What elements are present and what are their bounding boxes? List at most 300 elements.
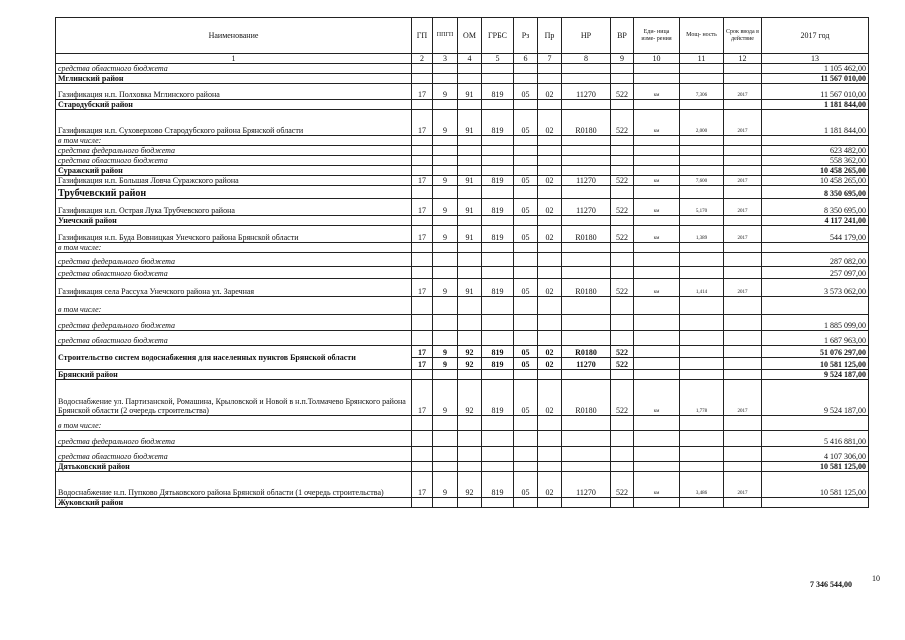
empty-cell [611, 498, 634, 508]
empty-cell [433, 315, 458, 331]
code-pr: 02 [538, 472, 562, 498]
empty-cell [680, 216, 724, 226]
amount-cell: 10 581 125,00 [762, 358, 869, 370]
empty-cell [458, 447, 482, 462]
empty-cell [433, 267, 458, 279]
empty-cell [433, 100, 458, 110]
district-row [56, 74, 869, 84]
row-name: Водоснабжение ул. Партизанской, Ромашина, Крыловской и Новой в н.п.Толмачево Брянского района Брянской области (2 очередь строительства) [56, 380, 412, 416]
project-row [56, 199, 869, 216]
empty-cell [634, 186, 680, 199]
empty-cell [611, 431, 634, 447]
amount-cell: 287 082,00 [762, 253, 869, 267]
empty-cell [680, 136, 724, 146]
power-cell: 3,486 [680, 472, 724, 498]
empty-cell [538, 216, 562, 226]
empty-cell [724, 370, 762, 380]
empty-cell [412, 74, 433, 84]
empty-cell [611, 216, 634, 226]
empty-cell [562, 297, 611, 315]
empty-cell [611, 315, 634, 331]
empty-cell [482, 253, 514, 267]
amount-cell: 623 482,00 [762, 146, 869, 156]
code-pr: 02 [538, 110, 562, 136]
header-nr: НР [562, 18, 611, 54]
empty-cell [412, 297, 433, 315]
program-name: Строительство систем водоснабжения для населенных пунктов Брянской области [56, 346, 412, 370]
amount-cell [762, 498, 869, 508]
empty-cell [514, 297, 538, 315]
column-index: 5 [482, 54, 514, 64]
empty-cell [482, 416, 514, 431]
empty-cell [433, 64, 458, 74]
empty-cell [538, 136, 562, 146]
code-pr: 02 [538, 346, 562, 358]
empty-cell [458, 146, 482, 156]
row-name: в том числе: [56, 297, 412, 315]
empty-cell [514, 331, 538, 346]
empty-cell [538, 297, 562, 315]
empty-cell [611, 462, 634, 472]
funding-source-row [56, 331, 869, 346]
amount-cell: 4 117 241,00 [762, 216, 869, 226]
code-grbs: 819 [482, 84, 514, 100]
empty-cell [538, 416, 562, 431]
project-row [56, 84, 869, 100]
district-row [56, 462, 869, 472]
row-name: Газификация села Рассуха Унечского района ул. Заречная [56, 279, 412, 297]
empty-cell [724, 315, 762, 331]
column-index: 8 [562, 54, 611, 64]
empty-cell [412, 243, 433, 253]
funding-source-row [56, 253, 869, 267]
project-row [56, 279, 869, 297]
empty-cell [482, 216, 514, 226]
code-pr: 02 [538, 380, 562, 416]
empty-cell [562, 315, 611, 331]
row-name: Дятьковский район [56, 462, 412, 472]
program-row [56, 346, 869, 358]
empty-cell [611, 297, 634, 315]
empty-cell [482, 331, 514, 346]
code-vr: 522 [611, 358, 634, 370]
empty-cell [433, 370, 458, 380]
district-row [56, 100, 869, 110]
empty-cell [433, 498, 458, 508]
empty-cell [412, 156, 433, 166]
empty-cell [724, 462, 762, 472]
amount-cell: 8 350 695,00 [762, 186, 869, 199]
term-cell: 2017 [724, 472, 762, 498]
empty-cell [680, 498, 724, 508]
code-grbs: 819 [482, 176, 514, 186]
empty-cell [482, 297, 514, 315]
empty-cell [433, 74, 458, 84]
empty-cell [611, 370, 634, 380]
amount-cell: 9 524 187,00 [762, 380, 869, 416]
empty-cell [458, 100, 482, 110]
code-grbs: 819 [482, 346, 514, 358]
row-name: в том числе: [56, 416, 412, 431]
empty-cell [634, 146, 680, 156]
empty-cell [611, 243, 634, 253]
empty-cell [433, 331, 458, 346]
empty-cell [458, 216, 482, 226]
empty-cell [680, 358, 724, 370]
empty-cell [433, 462, 458, 472]
empty-cell [634, 253, 680, 267]
code-rz: 05 [514, 110, 538, 136]
code-om: 91 [458, 226, 482, 243]
empty-cell [538, 498, 562, 508]
empty-cell [482, 136, 514, 146]
empty-cell [514, 370, 538, 380]
empty-cell [634, 74, 680, 84]
power-cell: 1,414 [680, 279, 724, 297]
empty-cell [538, 156, 562, 166]
empty-cell [562, 166, 611, 176]
code-om: 91 [458, 176, 482, 186]
project-row [56, 380, 869, 416]
code-rz: 05 [514, 176, 538, 186]
code-grbs: 819 [482, 472, 514, 498]
code-nr: R0180 [562, 279, 611, 297]
empty-cell [724, 146, 762, 156]
amount-cell: 1 181 844,00 [762, 110, 869, 136]
empty-cell [538, 166, 562, 176]
empty-cell [724, 74, 762, 84]
empty-cell [724, 100, 762, 110]
code-grbs: 819 [482, 110, 514, 136]
empty-cell [433, 216, 458, 226]
empty-cell [514, 100, 538, 110]
empty-cell [458, 370, 482, 380]
code-ppgp: 9 [433, 226, 458, 243]
funding-source-row [56, 315, 869, 331]
row-name: Трубчевский район [56, 186, 412, 199]
header-row [56, 18, 869, 54]
empty-cell [680, 253, 724, 267]
empty-cell [680, 156, 724, 166]
empty-cell [611, 156, 634, 166]
district-row [56, 166, 869, 176]
empty-cell [634, 166, 680, 176]
empty-cell [724, 447, 762, 462]
column-index-row [56, 54, 869, 64]
code-grbs: 819 [482, 226, 514, 243]
code-nr: R0180 [562, 110, 611, 136]
code-ppgp: 9 [433, 472, 458, 498]
empty-cell [562, 156, 611, 166]
empty-cell [412, 416, 433, 431]
empty-cell [634, 358, 680, 370]
empty-cell [433, 431, 458, 447]
amount-cell: 558 362,00 [762, 156, 869, 166]
empty-cell [680, 315, 724, 331]
empty-cell [538, 64, 562, 74]
funding-source-row [56, 156, 869, 166]
district-row [56, 370, 869, 380]
code-rz: 05 [514, 358, 538, 370]
empty-cell [680, 74, 724, 84]
empty-cell [412, 267, 433, 279]
code-rz: 05 [514, 199, 538, 216]
project-row [56, 110, 869, 136]
code-nr: 11270 [562, 472, 611, 498]
header-term: Срок ввода в действие [724, 18, 762, 54]
empty-cell [412, 331, 433, 346]
empty-cell [433, 253, 458, 267]
code-ppgp: 9 [433, 84, 458, 100]
empty-cell [724, 498, 762, 508]
empty-cell [458, 243, 482, 253]
empty-cell [724, 416, 762, 431]
code-om: 91 [458, 199, 482, 216]
empty-cell [482, 146, 514, 156]
amount-cell: 10 458 265,00 [762, 166, 869, 176]
empty-cell [482, 447, 514, 462]
empty-cell [538, 74, 562, 84]
amount-cell: 10 458 265,00 [762, 176, 869, 186]
empty-cell [412, 462, 433, 472]
funding-source-row [56, 416, 869, 431]
empty-cell [538, 253, 562, 267]
code-om: 92 [458, 472, 482, 498]
empty-cell [458, 331, 482, 346]
empty-cell [680, 100, 724, 110]
empty-cell [538, 186, 562, 199]
empty-cell [724, 346, 762, 358]
empty-cell [538, 146, 562, 156]
empty-cell [433, 297, 458, 315]
row-name: средства федерального бюджета [56, 146, 412, 156]
empty-cell [611, 74, 634, 84]
code-ppgp: 9 [433, 176, 458, 186]
term-cell: 2017 [724, 279, 762, 297]
amount-cell [762, 136, 869, 146]
code-om: 91 [458, 110, 482, 136]
empty-cell [433, 416, 458, 431]
empty-cell [634, 297, 680, 315]
column-index: 7 [538, 54, 562, 64]
empty-cell [634, 243, 680, 253]
code-gp: 17 [412, 199, 433, 216]
row-name: Унечский район [56, 216, 412, 226]
project-row [56, 176, 869, 186]
code-vr: 522 [611, 176, 634, 186]
budget-table [55, 17, 869, 508]
empty-cell [538, 370, 562, 380]
amount-cell [762, 416, 869, 431]
empty-cell [562, 331, 611, 346]
empty-cell [634, 416, 680, 431]
empty-cell [514, 431, 538, 447]
column-index: 2 [412, 54, 433, 64]
empty-cell [562, 186, 611, 199]
empty-cell [680, 431, 724, 447]
empty-cell [538, 243, 562, 253]
row-name: Газификация н.п. Суховерхово Стародубского района Брянской области [56, 110, 412, 136]
code-vr: 522 [611, 472, 634, 498]
empty-cell [562, 416, 611, 431]
empty-cell [680, 243, 724, 253]
code-vr: 522 [611, 346, 634, 358]
empty-cell [538, 431, 562, 447]
row-name: средства областного бюджета [56, 447, 412, 462]
amount-cell [762, 297, 869, 315]
empty-cell [634, 315, 680, 331]
empty-cell [433, 243, 458, 253]
amount-cell: 8 350 695,00 [762, 199, 869, 216]
header-grbs: ГРБС [482, 18, 514, 54]
row-name: средства областного бюджета [56, 267, 412, 279]
funding-source-row [56, 146, 869, 156]
term-cell: 2017 [724, 380, 762, 416]
empty-cell [538, 462, 562, 472]
empty-cell [482, 74, 514, 84]
code-ppgp: 9 [433, 199, 458, 216]
empty-cell [680, 370, 724, 380]
empty-cell [433, 156, 458, 166]
empty-cell [412, 431, 433, 447]
empty-cell [611, 447, 634, 462]
code-grbs: 819 [482, 199, 514, 216]
code-gp: 17 [412, 226, 433, 243]
amount-cell: 4 107 306,00 [762, 447, 869, 462]
code-gp: 17 [412, 176, 433, 186]
empty-cell [412, 64, 433, 74]
empty-cell [611, 416, 634, 431]
column-index: 1 [56, 54, 412, 64]
row-name: средства областного бюджета [56, 331, 412, 346]
code-rz: 05 [514, 380, 538, 416]
funding-source-row [56, 447, 869, 462]
header-y2017: 2017 год [762, 18, 869, 54]
empty-cell [611, 100, 634, 110]
code-rz: 05 [514, 472, 538, 498]
empty-cell [514, 447, 538, 462]
power-cell: 5,170 [680, 199, 724, 216]
code-gp: 17 [412, 472, 433, 498]
code-grbs: 819 [482, 358, 514, 370]
code-gp: 17 [412, 84, 433, 100]
empty-cell [514, 416, 538, 431]
header-power: Мощ- ность [680, 18, 724, 54]
code-nr: R0180 [562, 380, 611, 416]
amount-cell: 11 567 010,00 [762, 74, 869, 84]
code-om: 92 [458, 380, 482, 416]
empty-cell [611, 64, 634, 74]
empty-cell [562, 100, 611, 110]
amount-cell: 1 105 462,00 [762, 64, 869, 74]
row-name: средства областного бюджета [56, 156, 412, 166]
row-name: Газификация н.п. Большая Ловча Суражского района [56, 176, 412, 186]
header-name: Наименование [56, 18, 412, 54]
page-number: 10 [872, 574, 880, 583]
empty-cell [611, 267, 634, 279]
empty-cell [458, 431, 482, 447]
code-pr: 02 [538, 279, 562, 297]
empty-cell [562, 498, 611, 508]
row-name: Газификация н.п. Полховка Мглинского района [56, 84, 412, 100]
code-vr: 522 [611, 380, 634, 416]
code-nr: R0180 [562, 346, 611, 358]
empty-cell [724, 136, 762, 146]
empty-cell [482, 267, 514, 279]
unit-cell: км [634, 380, 680, 416]
code-gp: 17 [412, 110, 433, 136]
unit-cell: км [634, 84, 680, 100]
amount-cell: 1 181 844,00 [762, 100, 869, 110]
code-vr: 522 [611, 226, 634, 243]
empty-cell [458, 74, 482, 84]
column-index: 6 [514, 54, 538, 64]
code-rz: 05 [514, 84, 538, 100]
empty-cell [538, 267, 562, 279]
unit-cell: км [634, 110, 680, 136]
column-index: 11 [680, 54, 724, 64]
code-gp: 17 [412, 358, 433, 370]
row-name: Брянский район [56, 370, 412, 380]
amount-cell: 1 687 963,00 [762, 331, 869, 346]
column-index: 9 [611, 54, 634, 64]
header-ppgp: ППГП [433, 18, 458, 54]
empty-cell [514, 243, 538, 253]
empty-cell [538, 331, 562, 346]
empty-cell [514, 498, 538, 508]
empty-cell [634, 462, 680, 472]
empty-cell [514, 253, 538, 267]
header-vr: ВР [611, 18, 634, 54]
empty-cell [458, 267, 482, 279]
unit-cell: км [634, 226, 680, 243]
empty-cell [458, 416, 482, 431]
code-pr: 02 [538, 176, 562, 186]
empty-cell [514, 156, 538, 166]
column-index: 10 [634, 54, 680, 64]
empty-cell [634, 447, 680, 462]
code-ppgp: 9 [433, 380, 458, 416]
amount-cell: 257 097,00 [762, 267, 869, 279]
code-gp: 17 [412, 279, 433, 297]
empty-cell [514, 74, 538, 84]
code-ppgp: 9 [433, 346, 458, 358]
empty-cell [680, 447, 724, 462]
empty-cell [634, 156, 680, 166]
empty-cell [433, 146, 458, 156]
empty-cell [611, 331, 634, 346]
code-nr: 11270 [562, 176, 611, 186]
row-name: средства федерального бюджета [56, 315, 412, 331]
term-cell: 2017 [724, 226, 762, 243]
empty-cell [562, 370, 611, 380]
column-index: 4 [458, 54, 482, 64]
empty-cell [724, 358, 762, 370]
code-om: 92 [458, 358, 482, 370]
code-ppgp: 9 [433, 358, 458, 370]
empty-cell [458, 315, 482, 331]
empty-cell [412, 100, 433, 110]
empty-cell [458, 166, 482, 176]
empty-cell [680, 166, 724, 176]
row-name: Стародубский район [56, 100, 412, 110]
empty-cell [538, 447, 562, 462]
empty-cell [482, 100, 514, 110]
empty-cell [412, 498, 433, 508]
amount-cell: 10 581 125,00 [762, 472, 869, 498]
empty-cell [724, 431, 762, 447]
empty-cell [514, 136, 538, 146]
